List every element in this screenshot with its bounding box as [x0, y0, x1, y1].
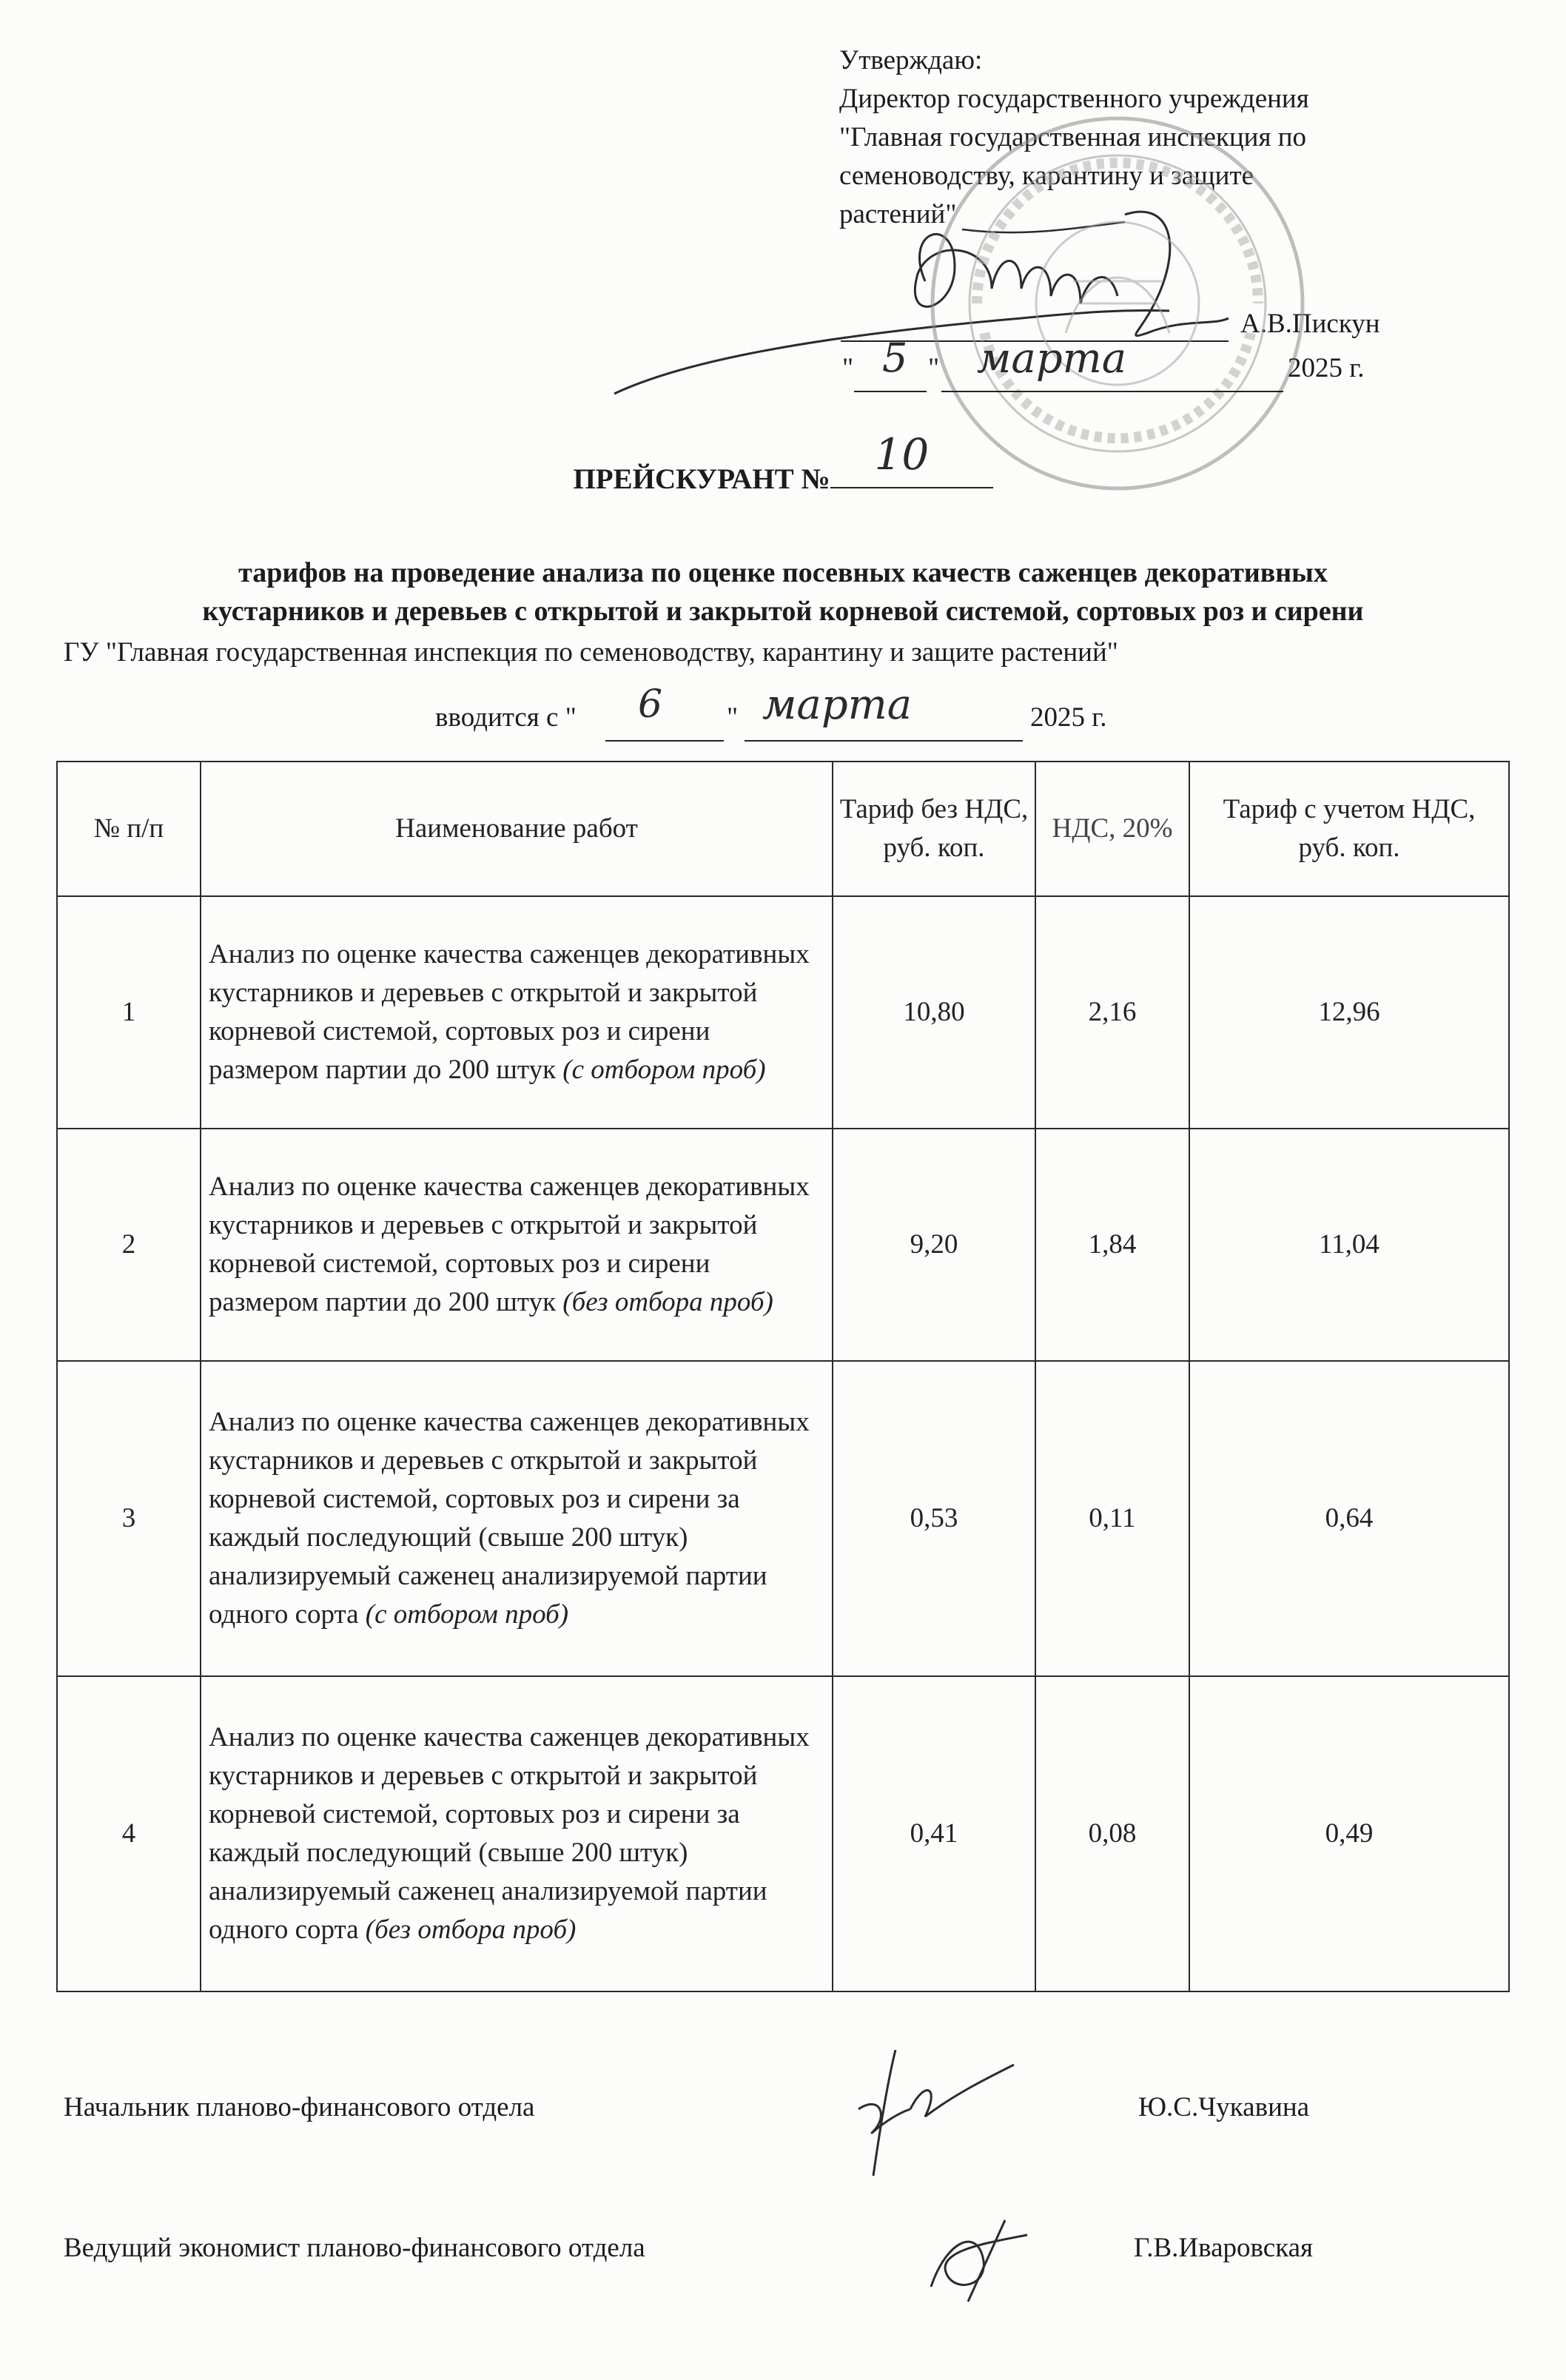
approval-position-line-2: "Главная государственная инспекция по	[839, 122, 1307, 152]
approval-day-handwritten: 5	[882, 335, 908, 381]
signatory-2-signature	[924, 2213, 1035, 2309]
approval-month-line	[941, 391, 1283, 392]
row-vat: 0,11	[1035, 1361, 1189, 1676]
row-work-note: (без отбора проб)	[365, 1915, 577, 1945]
row-tariff: 10,80	[833, 896, 1035, 1129]
signatory-2-name: Г.В.Иваровская	[1134, 2233, 1314, 2263]
signatory-1-position: Начальник планово-финансового отдела	[64, 2092, 535, 2122]
row-total: 11,04	[1189, 1129, 1509, 1361]
effective-month-handwritten: марта	[762, 681, 913, 729]
row-work-note: (без отбора проб)	[562, 1287, 773, 1317]
row-work-name	[201, 1361, 833, 1676]
approval-date-close-quote: "	[928, 353, 940, 383]
effective-month-line	[745, 740, 1023, 742]
table-header-row	[57, 762, 1509, 896]
row-work-name	[201, 1129, 833, 1361]
director-name: А.В.Пискун	[1240, 309, 1380, 339]
row-work-text: Анализ по оценке качества саженцев декоративных кустарников и деревьев с открытой и закрытой корневой системой, сортовых роз и сирени размером партии до 200 штук	[209, 939, 810, 1085]
signatory-1-signature	[844, 2035, 1021, 2183]
effective-date-year: 2025 г.	[1030, 702, 1107, 733]
row-total: 0,64	[1189, 1361, 1509, 1676]
table-row	[57, 1676, 1509, 1991]
row-tariff: 0,53	[833, 1361, 1035, 1676]
header-vat: НДС, 20%	[1035, 762, 1189, 896]
row-vat: 2,16	[1035, 896, 1189, 1129]
title-number-line	[830, 429, 993, 488]
row-total: 12,96	[1189, 896, 1509, 1129]
row-vat: 1,84	[1035, 1129, 1189, 1361]
header-tariff: Тариф без НДС, руб. коп.	[833, 762, 1035, 896]
approval-position-line-1: Директор государственного учреждения	[839, 84, 1309, 114]
effective-day-handwritten: 6	[638, 682, 663, 727]
effective-day-line	[605, 740, 724, 742]
row-work-note: (с отбором проб)	[562, 1055, 766, 1085]
row-tariff: 0,41	[833, 1676, 1035, 1991]
row-total: 0,49	[1189, 1676, 1509, 1991]
signatory-1-name: Ю.С.Чукавина	[1138, 2092, 1310, 2122]
approval-heading: Утверждаю:	[839, 45, 983, 75]
row-number: 3	[57, 1361, 201, 1676]
effective-date-prefix: вводится с "	[435, 702, 577, 733]
row-number: 1	[57, 896, 201, 1129]
header-name: Наименование работ	[201, 762, 833, 896]
table-row	[57, 896, 1509, 1129]
row-number: 2	[57, 1129, 201, 1361]
row-work-name	[201, 1676, 833, 1991]
row-work-text: Анализ по оценке качества саженцев декоративных кустарников и деревьев с открытой и закрытой корневой системой, сортовых роз и сирени размером партии до 200 штук	[209, 1171, 810, 1317]
approval-position-line-3: семеноводству, карантину и защите	[839, 161, 1254, 191]
table-row	[57, 1129, 1509, 1361]
organization-line: ГУ "Главная государственная инспекция по семеноводству, карантину и защите растений"	[64, 637, 1118, 668]
row-work-text: Анализ по оценке качества саженцев декоративных кустарников и деревьев с открытой и закрытой корневой системой, сортовых роз и сирени за каждый последующий (свыше 200 штук) анализируемый саженец анализируемой партии одного сорта	[209, 1407, 810, 1630]
approval-month-handwritten: марта	[977, 335, 1127, 383]
tariff-table	[56, 761, 1510, 1992]
row-number: 4	[57, 1676, 201, 1991]
row-work-name	[201, 896, 833, 1129]
header-total: Тариф с учетом НДС, руб. коп.	[1189, 762, 1509, 896]
effective-date-mid-quote: "	[727, 702, 739, 733]
signatory-2-position: Ведущий экономист планово-финансового отдела	[64, 2233, 645, 2263]
header-no: № п/п	[57, 762, 201, 896]
title-block	[0, 429, 1566, 496]
subtitle-line-2: кустарников и деревьев с открытой и закрытой корневой системой, сортовых роз и сирени	[202, 596, 1364, 627]
approval-date-year: 2025 г.	[1288, 353, 1365, 383]
approval-date-open-quote: "	[842, 353, 854, 383]
title-number-handwritten: 10	[874, 429, 930, 480]
row-vat: 0,08	[1035, 1676, 1189, 1991]
approval-day-line	[854, 391, 927, 392]
document-title: ПРЕЙСКУРАНТ №	[573, 463, 830, 495]
table-row	[57, 1361, 1509, 1676]
subtitle-line-1: тарифов на проведение анализа по оценке посевных качеств саженцев декоративных	[238, 557, 1328, 588]
row-work-text: Анализ по оценке качества саженцев декоративных кустарников и деревьев с открытой и закрытой корневой системой, сортовых роз и сирени за каждый последующий (свыше 200 штук) анализируемый саженец анализируемой партии одного сорта	[209, 1722, 810, 1945]
official-stamp	[925, 111, 1310, 496]
row-tariff: 9,20	[833, 1129, 1035, 1361]
approval-position-line-4: растений"	[839, 199, 957, 229]
subtitle-block	[0, 554, 1566, 631]
row-work-note: (с отбором проб)	[365, 1599, 569, 1630]
